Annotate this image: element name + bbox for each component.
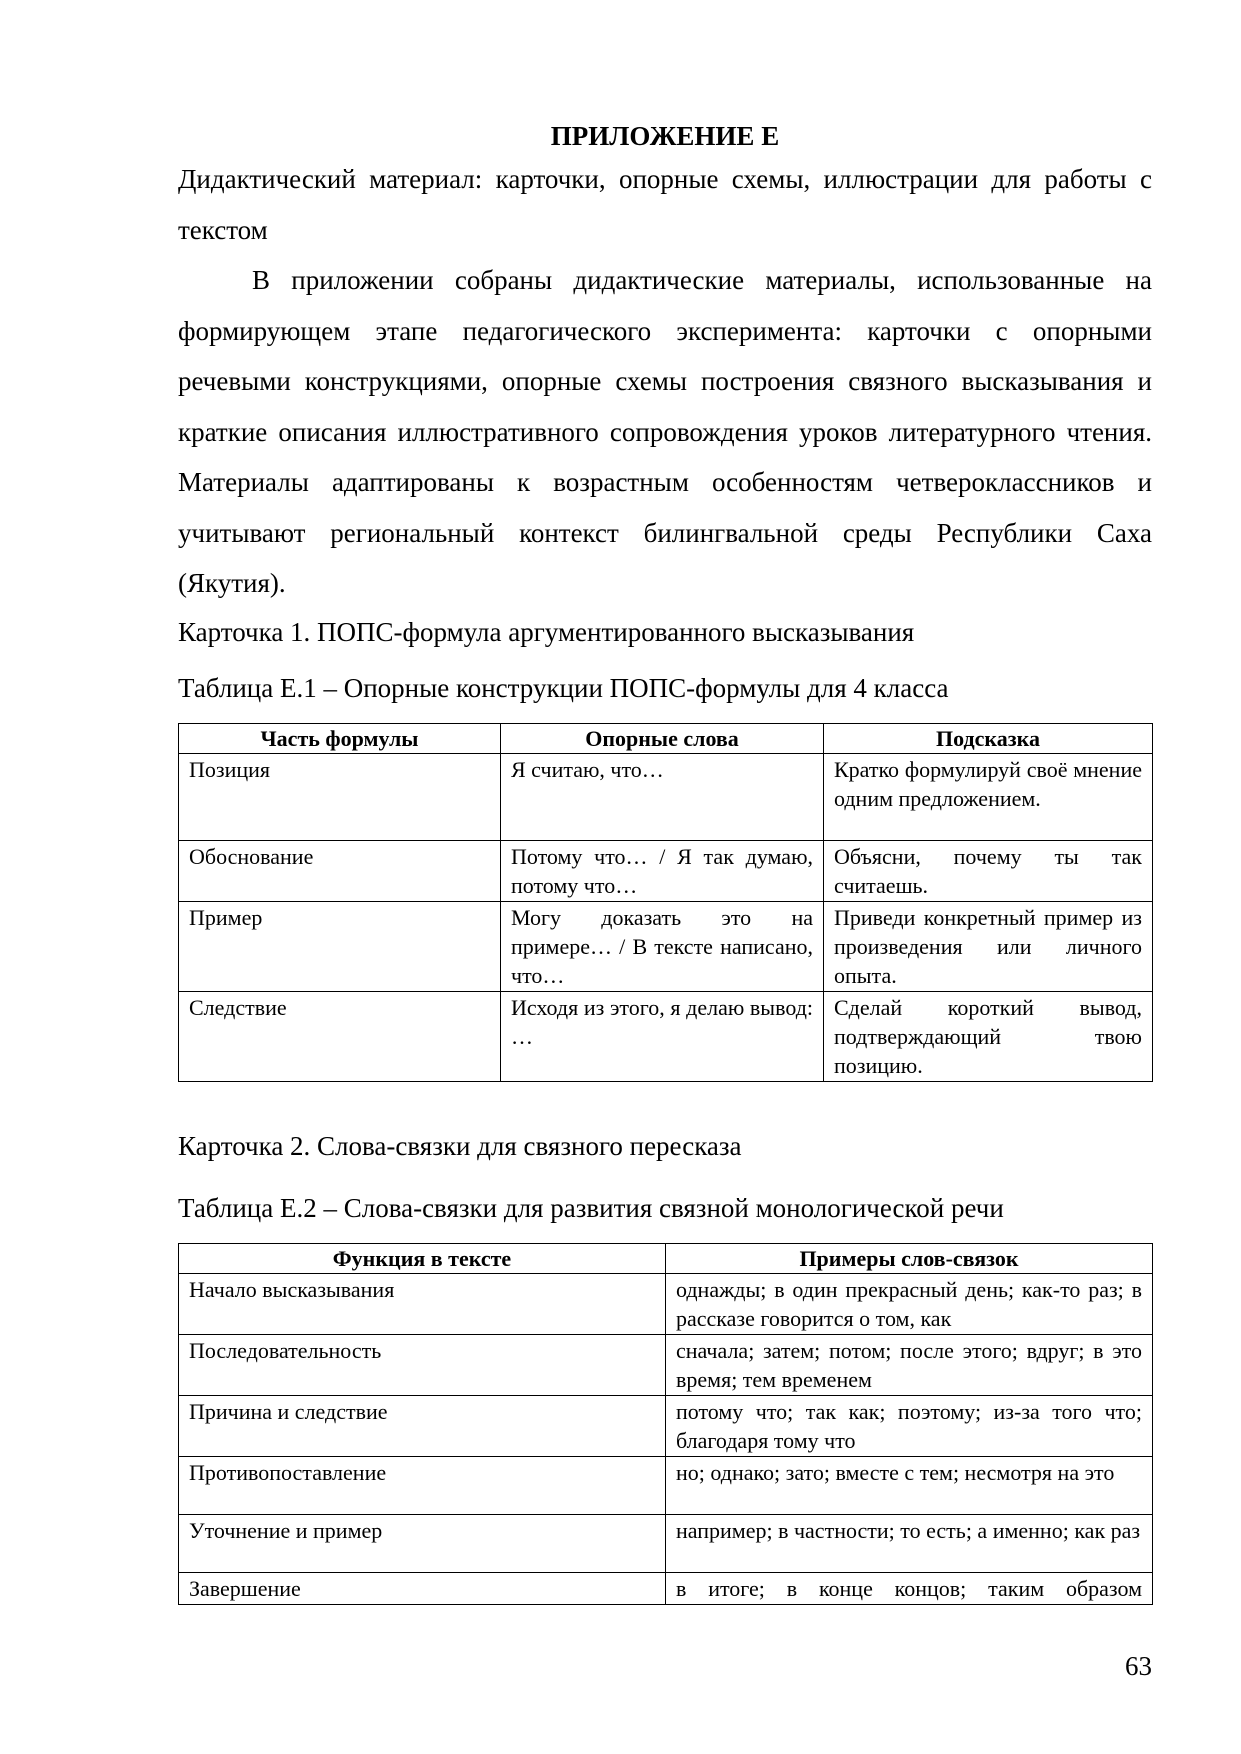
- appendix-heading: ПРИЛОЖЕНИЕ Е: [550, 121, 780, 151]
- table-header-cell: Опорные слова: [501, 723, 824, 753]
- table-cell: Приведи конкретный пример из произведения или личного опыта.: [824, 901, 1153, 991]
- table-cell: однажды; в один прекрасный день; как-то раз; в рассказе говорится о том, как: [666, 1273, 1153, 1334]
- intro-paragraph: В приложении собраны дидактические материалы, использованные на формирующем этапе педагогического эксперимента: карточки с опорными речевыми конструкциями, опорные схемы построения связного высказывания и краткие описания иллюстративного сопровождения уроков литературного чтения. Материалы адаптированы к возрастным особенностям четвероклассников и учитывают региональный контекст билингвальной среды Республики Саха (Якутия).: [178, 265, 1152, 598]
- table-cell: Могу доказать это на примере… / В тексте написано, что…: [501, 901, 824, 991]
- table-row: [179, 1334, 1153, 1395]
- table-cell: Последовательность: [179, 1334, 666, 1395]
- table-cell: Завершение: [179, 1572, 666, 1604]
- table-row: [179, 753, 1153, 840]
- table-header-cell: Подсказка: [824, 723, 1153, 753]
- table-row: [179, 840, 1153, 901]
- table-header-cell: Примеры слов-связок: [666, 1243, 1153, 1273]
- page-number: 63: [1125, 1651, 1152, 1681]
- table-cell: Потому что… / Я так думаю, потому что…: [501, 840, 824, 901]
- appendix-subtitle: Дидактический материал: карточки, опорные схемы, иллюстрации для работы с текстом: [178, 164, 1152, 245]
- table-row: [179, 901, 1153, 991]
- table-row: [179, 1273, 1153, 1334]
- table-cell: потому что; так как; поэтому; из-за того что; благодаря тому что: [666, 1395, 1153, 1456]
- card-2-title: Карточка 2. Слова-связки для связного пересказа: [178, 1130, 742, 1161]
- table-cell: Кратко формулируй своё мнение одним предложением.: [824, 753, 1153, 840]
- table-cell: в итоге; в конце концов; таким образом: [666, 1572, 1153, 1604]
- table-cell: сначала; затем; потом; после этого; вдруг; в это время; тем временем: [666, 1334, 1153, 1395]
- table-cell: Позиция: [179, 753, 501, 840]
- table-header-cell: Часть формулы: [179, 723, 501, 753]
- table-1-caption: Таблица Е.1 – Опорные конструкции ПОПС-формулы для 4 класса: [178, 672, 949, 703]
- page-content: [178, 114, 1152, 1605]
- table-row: [179, 1456, 1153, 1514]
- table-header-row: [179, 1243, 1153, 1273]
- table-cell: Уточнение и пример: [179, 1514, 666, 1572]
- table-cell: Объясни, почему ты так считаешь.: [824, 840, 1153, 901]
- table-2: [178, 1243, 1153, 1605]
- table-cell: Начало высказывания: [179, 1273, 666, 1334]
- table-cell: Пример: [179, 901, 501, 991]
- table-cell: Следствие: [179, 991, 501, 1081]
- table-cell: Исходя из этого, я делаю вывод: …: [501, 991, 824, 1081]
- table-row: [179, 991, 1153, 1081]
- table-cell: Я считаю, что…: [501, 753, 824, 840]
- table-cell: Сделай короткий вывод, подтверждающий твою позицию.: [824, 991, 1153, 1081]
- table-header-cell: Функция в тексте: [179, 1243, 666, 1273]
- table-cell: Противопоставление: [179, 1456, 666, 1514]
- table-row: [179, 1514, 1153, 1572]
- card-1-title: Карточка 1. ПОПС-формула аргументированного высказывания: [178, 616, 915, 647]
- table-cell: Обоснование: [179, 840, 501, 901]
- table-row: [179, 1572, 1153, 1604]
- table-row: [179, 1395, 1153, 1456]
- table-1: [178, 723, 1153, 1082]
- table-cell: но; однако; зато; вместе с тем; несмотря на это: [666, 1456, 1153, 1514]
- table-header-row: [179, 723, 1153, 753]
- table-cell: Причина и следствие: [179, 1395, 666, 1456]
- table-2-caption: Таблица Е.2 – Слова-связки для развития связной монологической речи: [178, 1192, 1004, 1223]
- table-cell: например; в частности; то есть; а именно; как раз: [666, 1514, 1153, 1572]
